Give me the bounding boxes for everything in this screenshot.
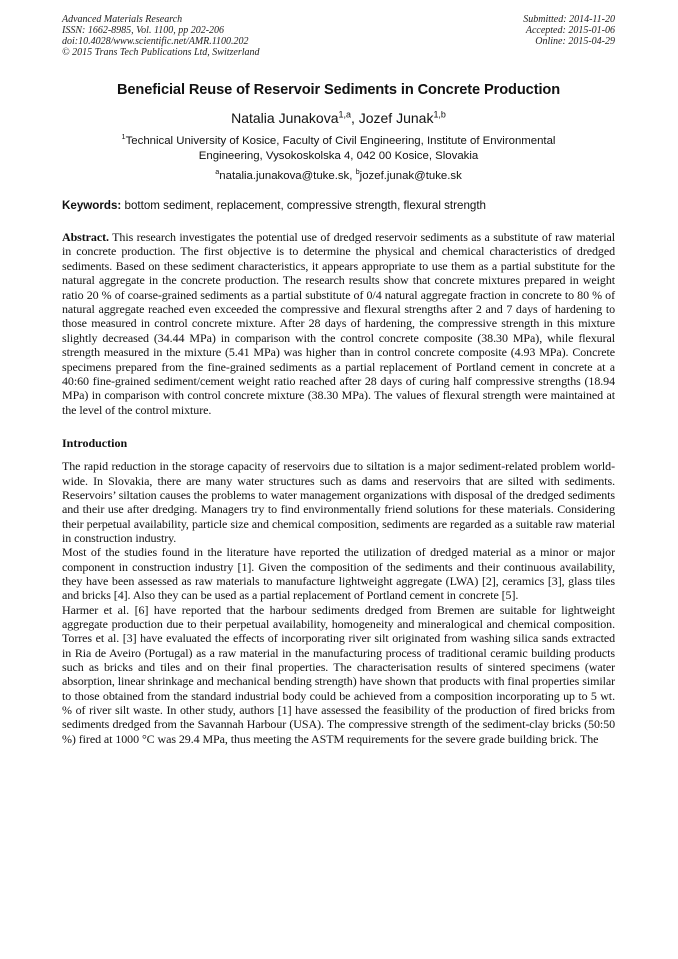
author-affiliation-marker: 1,a bbox=[338, 109, 351, 120]
body-paragraph: Most of the studies found in the literature have reported the utilization of dredged material as a minor or major component in construction industry [1]. Given the composition of the sediments and their continuous availability, they have been assessed as raw materials to manufacture lightweight aggregate (LWA) [2], ceramics [3], glass tiles and bricks [4]. Also they can be used as a partial replacement of Portland cement in concrete [5]. bbox=[62, 545, 615, 603]
email-link[interactable]: jozef.junak@tuke.sk bbox=[359, 170, 462, 182]
author-emails: $^a$natalia.junakova@tuke.sk, $^b$jozef.junak@tuke.sk bbox=[215, 167, 462, 182]
submitted-date: Submitted: 2014-11-20 bbox=[523, 14, 615, 25]
paper-page bbox=[62, 14, 615, 746]
affiliation bbox=[62, 134, 615, 164]
author-name: Natalia Junakova bbox=[231, 110, 339, 126]
affiliation-line: $^1$Technical University of Kosice, Faculty of Civil Engineering, Institute of Environmental bbox=[121, 132, 556, 147]
author-list bbox=[62, 110, 615, 126]
affiliation-line: Engineering, Vysokoskolska 4, 042 00 Kosice, Slovakia bbox=[198, 150, 479, 162]
abstract bbox=[62, 230, 615, 417]
submission-dates bbox=[523, 14, 615, 47]
body-paragraph: Harmer et al. [6] have reported that the harbour sediments dredged from Bremen are suitable for lightweight aggregate production due to their perpetual availability, homogeneity and mineralogical and chemical composition. Torres et al. [3] have evaluated the effects of incorporating river silt originated from washing silica sands extracted in Ria de Aveiro (Portugal) as a raw material in the manufacturing process of traditional ceramic building products such as bricks and tiles and on their final properties. The characterisation results of sintered specimens (water absorption, linear shrinkage and mechanical bending strength) have shown that products with final properties similar to those obtained from the standard industrial body could be achieved from a composition incorporating up to 5 wt. % of river silt waste. In other study, authors [1] have assessed the feasibility of the production of fired bricks from sediments dredged from the Savannah Harbour (USA). The compressive strength of the sediment-clay bricks (50:50 %) fired at 1000 °C was 29.4 MPa, thus meeting the ASTM requirements for the severe grade building brick. The bbox=[62, 602, 615, 746]
paper-title: Beneficial Reuse of Reservoir Sediments in Concrete Production bbox=[116, 82, 561, 98]
abstract-label: Abstract. bbox=[62, 230, 109, 244]
keywords-label: Keywords: bbox=[62, 199, 122, 212]
journal-info bbox=[62, 14, 260, 58]
journal-doi: doi:10.4028/www.scientific.net/AMR.1100.202 bbox=[62, 36, 249, 47]
keywords bbox=[62, 199, 615, 212]
journal-copyright: © 2015 Trans Tech Publications Ltd, Switzerland bbox=[62, 47, 260, 58]
author-separator: , bbox=[350, 110, 359, 126]
body-paragraph: The rapid reduction in the storage capacity of reservoirs due to siltation is a major sediment-related problem world-wide. In Slovakia, there are many water structures such as dams and reservoirs that are silted with sediments. Reservoirs’ siltation causes the problems to water management organizations with disposal of the dredged sediments and their use after dredging. Managers try to find environmentally friend solutions for these materials. Considering their perpetual availability, particle size and chemical composition, sediments are regarded as a suitable raw material in construction industry. bbox=[62, 459, 615, 545]
affiliation-marker: 1 bbox=[121, 132, 126, 142]
author-name: Jozef Junak bbox=[358, 110, 434, 126]
email-link[interactable]: natalia.junakova@tuke.sk bbox=[219, 170, 350, 182]
online-date: Online: 2015-04-29 bbox=[535, 36, 615, 47]
journal-name: Advanced Materials Research bbox=[62, 14, 183, 25]
section-heading-introduction: Introduction bbox=[62, 436, 128, 451]
abstract-text: This research investigates the potential use of dredged reservoir sediments as a substitute of raw material in concrete production. The first objective is to determine the physical and chemical characteristics of dredged sediments. Based on these sediment characteristics, it appears appropriate to use them as a partial substitute for the natural aggregate in the concrete production. The research results show that concrete mixtures prepared in weight ratio 20 % of coarse-grained sediments as a partial substitute of 0/4 natural aggregate fraction in concrete to 80 % of natural aggregate reached even exceeded the compressive and flexural strengths after 2 and 7 days of hardening to those measured in control concrete mixture. After 28 days of hardening, the compressive strength in this mixture slightly decreased (34.44 MPa) in comparison with the control concrete composite (38.30 MPa), while flexural strength measured in the mixture (5.41 MPa) was higher than in control concrete composite (4.93 MPa). Concrete specimens prepared from the fine-grained sediments as a partial replacement of Portland cement in concrete at a 40:60 fine-grained sediment/cement weight ratio reached after 28 days of curing half compressive strengths (18.94 MPa) in comparison with control concrete mixture (38.30 MPa). The values of flexural strength were maintained at the level of the control mixture. bbox=[62, 230, 615, 417]
accepted-date: Accepted: 2015-01-06 bbox=[525, 25, 615, 36]
journal-issn: ISSN: 1662-8985, Vol. 1100, pp 202-206 bbox=[62, 25, 225, 36]
journal-header bbox=[62, 14, 615, 64]
author-affiliation-marker: 1,b bbox=[433, 109, 446, 120]
keywords-text: bottom sediment, replacement, compressive strength, flexural strength bbox=[121, 199, 487, 212]
